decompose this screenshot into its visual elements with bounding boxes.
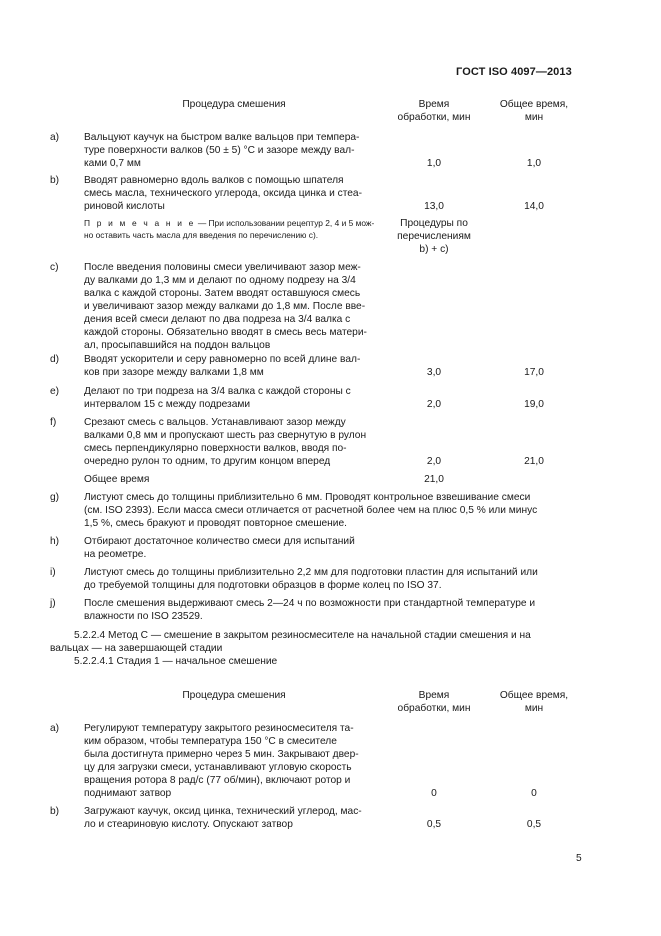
table1-col-total: Общее время, мин (499, 99, 569, 123)
row-text: Вальцуют каучук на быстром валке вальцов при темпера- туре поверхности валков (50 ± 5) °С и зазоре между вал- ками 0,7 мм (84, 132, 360, 169)
row-label: e) (50, 386, 60, 397)
row-text: Вводят ускорители и серу равномерно по всей длине вал- ков при зазоре между валками 1,8 мм (84, 354, 361, 378)
row-time: 0,5 (426, 819, 442, 830)
row-time: 3,0 (426, 367, 442, 378)
item-text: После смешения выдерживают смесь 2—24 ч по возможности при стандартной температуре и влажности по ISO 23529. (84, 598, 536, 622)
row-text: Регулируют температуру закрытого резиносмесителя та- ким образом, чтобы температура 150 °С в смесителе была достигнута примерно через 5 мин. Закрывают двер- цу для загрузки смеси, устанавливают угловую скорость вращения ротора 8 рад/с (77 об/мин), включают ротор и поднимают затвор (84, 723, 359, 799)
page-number: 5 (576, 853, 582, 864)
row-label: d) (50, 354, 60, 365)
row-total: 0 (531, 788, 537, 799)
section-heading: 5.2.2.4 Метод С — смешение в закрытом резиносмесителе на начальной стадии смешения и на вальцах — на завершающей стадии (50, 630, 531, 654)
row-label: b) (50, 175, 60, 186)
row-text: Загружают каучук, оксид цинка, технический углерод, мас- ло и стеариновую кислоту. Опускают затвор (84, 806, 362, 830)
note-time-ref: Процедуры по перечислениям b) + c) (397, 218, 471, 255)
total-label: Общее время (84, 474, 150, 485)
row-time: 0 (431, 788, 437, 799)
table-note: П р и м е ч а н и е — При использовании рецептур 2, 4 и 5 мож- но оставить часть масла для введения по перечислению с). (84, 218, 375, 240)
row-text: После введения половины смеси увеличивают зазор меж- ду валками до 1,3 мм и делают по одному подрезу на 3/4 валка с каждой стороны. Затем вводят оставшуюся смесь и увеличивают зазор между валками до 1,8 мм. После вве- дения всей смеси делают по два подреза на 3/4 валка с каждой стороны. Обязательно вводят в смесь весь матери- ал, просыпавшийся на поддон вальцов (84, 262, 367, 351)
item-text: Отбирают достаточное количество смеси для испытаний на реометре. (84, 536, 355, 560)
item-text: Листуют смесь до толщины приблизительно 2,2 мм для подготовки пластин для испытаний или до требуемой толщины для подготовки образцов в форме колец по ISO 37. (84, 567, 538, 591)
item-label: j) (50, 598, 56, 609)
row-text: Вводят равномерно вдоль валков с помощью шпателя смесь масла, технического углерода, оксида цинка и стеа- риновой кислоты (84, 175, 362, 212)
row-label: a) (50, 132, 60, 143)
subsection-heading: 5.2.2.4.1 Стадия 1 — начальное смешение (74, 656, 278, 667)
row-label: a) (50, 723, 60, 734)
document-id: ГОСТ ISO 4097—2013 (456, 66, 572, 78)
row-time: 13,0 (424, 201, 444, 212)
row-total: 21,0 (524, 456, 544, 467)
row-total: 19,0 (524, 399, 544, 410)
table1-col-time: Время обработки, мин (397, 99, 471, 123)
item-label: h) (50, 536, 60, 547)
row-text: Делают по три подреза на 3/4 валка с каждой стороны с интервалом 15 с между подрезами (84, 386, 351, 410)
row-total: 17,0 (524, 367, 544, 378)
table2-col-procedure: Процедура смешения (182, 690, 286, 701)
row-time: 2,0 (426, 456, 442, 467)
table2-col-total: Общее время, мин (499, 690, 569, 714)
row-text: Срезают смесь с вальцов. Устанавливают зазор между валками 0,8 мм и пропускают шесть раз свернутую в рулон смесь перпендикулярно поверхности валков, вводя по- очередно рулон то одним, то другим концом вперед (84, 417, 367, 467)
table1-col-procedure: Процедура смешения (182, 99, 286, 110)
total-value: 21,0 (424, 474, 444, 485)
table2-col-time: Время обработки, мин (397, 690, 471, 714)
row-total: 14,0 (524, 201, 544, 212)
row-label: c) (50, 262, 59, 273)
row-time: 2,0 (426, 399, 442, 410)
item-label: i) (50, 567, 56, 578)
row-time: 1,0 (426, 158, 442, 169)
row-total: 0,5 (526, 819, 542, 830)
item-label: g) (50, 492, 60, 503)
row-label: f) (50, 417, 57, 428)
row-total: 1,0 (526, 158, 542, 169)
item-text: Листуют смесь до толщины приблизительно 6 мм. Проводят контрольное взвешивание смеси (см. ISO 2393). Если масса смеси отличается от расчетной более чем на плюс 0,5 % или минус 1,5 %, смесь бракуют и проводят повторное смешение. (84, 492, 538, 529)
row-label: b) (50, 806, 60, 817)
